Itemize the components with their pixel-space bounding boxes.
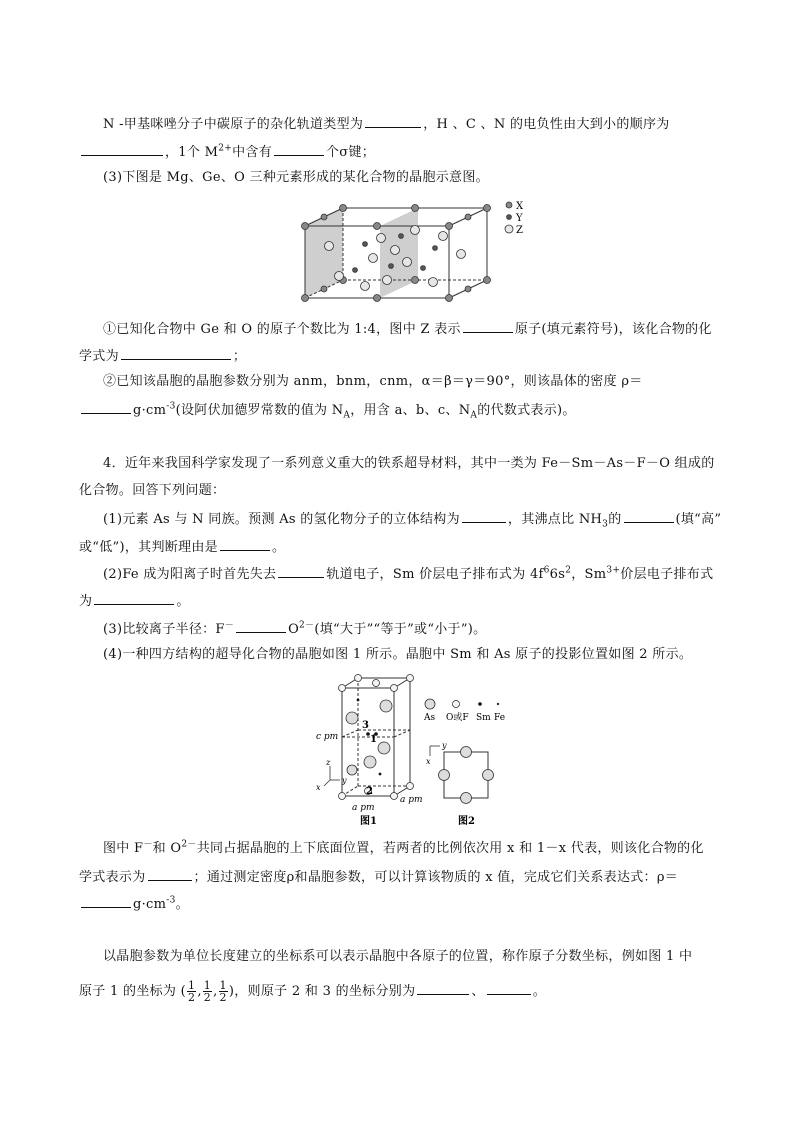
q4-p1-cont <box>79 537 285 557</box>
q4-p1-text-f: 。 <box>271 540 286 555</box>
q4-f2-text-a: 学式表示为 <box>79 870 146 885</box>
frac-den: 2 <box>188 991 196 1004</box>
answer-blank[interactable] <box>274 142 324 156</box>
fraction-half <box>203 980 212 1003</box>
figure1-label: 图1 <box>360 816 377 827</box>
fraction-half <box>219 980 228 1003</box>
legend-sm: Sm <box>476 713 491 723</box>
q3-sub2: ②已知该晶胞的晶胞参数分别为 anm，bnm，cnm，α＝β＝γ＝90°，则该晶体的密度 ρ＝ <box>103 374 643 389</box>
q4-p2-text-d: ，Sm <box>571 567 607 582</box>
q4-p2-text-c: 6s <box>549 567 566 582</box>
q4-f1-text-c: 共同占据晶胞的上下底面位置，若两者的比例依次用 x 和 1－x 代表，则该化合物的化 <box>196 841 704 856</box>
answer-blank[interactable] <box>462 509 506 523</box>
answer-blank[interactable] <box>220 537 270 551</box>
avogadro-sub: A <box>470 410 478 421</box>
shaded-plane-left <box>305 208 343 298</box>
q4-f2-text-b: ；通过测定密度ρ和晶胞参数，可以计算该物质的 x 值，完成它们关系表达式：ρ＝ <box>193 870 679 885</box>
frac-num: 1 <box>203 979 212 992</box>
answer-blank[interactable] <box>94 591 174 605</box>
q4-c2-sep: 、 <box>471 984 485 999</box>
q4-c2-end: 。 <box>532 984 547 999</box>
q4-p3-text-a: (3)比较离子半径：F <box>103 622 225 637</box>
figure2-label: 图2 <box>458 816 475 827</box>
q3-sub2-cont <box>79 400 576 420</box>
q3-sub1-text-b: 原子(填元素符号)，该化合物的化 <box>514 322 712 337</box>
axis-z: z <box>326 758 331 767</box>
answer-blank[interactable] <box>148 867 192 881</box>
q4-f1-text-b: 和 O <box>152 841 182 856</box>
q4-p1-text-b: ，其沸点比 NH <box>507 512 603 527</box>
q3-line2-text-c: 个σ键； <box>326 145 376 160</box>
answer-blank[interactable] <box>236 619 286 633</box>
q4-c1: 以晶胞参数为单位长度建立的坐标系可以表示晶胞中各原子的位置，称作原子分数坐标，例如图 1 中 <box>103 949 693 964</box>
sup-minus: － <box>224 620 235 631</box>
nh3-sub: 3 <box>602 519 609 530</box>
figure2-square <box>444 752 488 798</box>
answer-blank[interactable] <box>121 346 231 360</box>
q3-sub2-text-d: ，用含 a、b、c、N <box>350 403 471 418</box>
crystal-legend <box>505 201 524 236</box>
axis-y-fig1: y <box>342 776 347 785</box>
answer-blank[interactable] <box>624 509 674 523</box>
frac-num: 1 <box>188 979 196 992</box>
answer-blank[interactable] <box>81 142 163 156</box>
q3-line1-text-a: N -甲基咪唑分子中碳原子的杂化轨道类型为 <box>103 117 364 132</box>
q4-f3 <box>79 894 189 914</box>
q4-f1-text-a: 图中 F <box>103 841 144 856</box>
q4-p3-text-b: O <box>288 622 300 637</box>
q3-line1 <box>103 114 670 134</box>
q3-sub1-text-d: ； <box>232 349 247 364</box>
q3-line1-text-b: ，H 、C 、N 的电负性由大到小的顺序为 <box>423 117 670 132</box>
q4-p2 <box>103 564 713 584</box>
sup-2: 2 <box>565 565 572 576</box>
answer-blank[interactable] <box>81 894 131 908</box>
q3-sub1-text-c: 学式为 <box>79 349 119 364</box>
q4-p1-text-c: 的 <box>608 512 622 527</box>
exponent-sup: -3 <box>166 401 176 412</box>
frac-den: 2 <box>203 991 212 1004</box>
q4-p2-text-a: (2)Fe 成为阳离子时首先失去 <box>103 567 277 582</box>
q4-intro2: 化合物。回答下列问题： <box>79 483 226 498</box>
answer-blank[interactable] <box>365 114 421 128</box>
q3-line2 <box>79 142 375 162</box>
q4-f1 <box>103 840 704 858</box>
q4-intro1: 4．近年来我国科学家发现了一系列意义重大的铁系超导材料，其中一类为 Fe－Sm－As－F－O 组成的 <box>103 456 715 471</box>
q4-p2-text-g: 。 <box>176 594 190 609</box>
sup-6: 6 <box>543 565 550 576</box>
axis-y-fig2: y <box>442 741 447 750</box>
atom-label-3: 3 <box>362 720 369 731</box>
q4-p2-text-b: 轨道电子，Sm 价层电子排布式为 4f <box>326 567 544 582</box>
sup-2minus: 2－ <box>181 839 197 850</box>
q3-sub1-cont <box>79 346 246 366</box>
answer-blank[interactable] <box>463 319 513 333</box>
fraction-half <box>187 980 196 1003</box>
frac-den: 2 <box>219 991 227 1004</box>
q4-p1-text-e: 或“低”)，其判断理由是 <box>79 540 218 555</box>
q4-c2-text-a: 原子 1 的坐标为 ( <box>79 984 187 999</box>
q3-sub2-text-b: g·cm <box>133 403 167 418</box>
q4-f2 <box>79 867 678 887</box>
crystal-cell-figure <box>295 196 535 304</box>
q4-p4: (4)一种四方结构的超导化合物的晶胞如图 1 所示。晶胞中 Sm 和 As 原子的投影位置如图 2 所示。 <box>103 647 693 662</box>
charge-sup: 2+ <box>218 143 233 154</box>
q4-p1-text-a: (1)元素 As 与 N 同族。预测 As 的氢化物分子的立体结构为 <box>103 512 460 527</box>
q4-c2: 原子 1 的坐标为 ( $\frac{1}{2}$ , $\frac{1}{2}$ , $\frac{1}{2}$ )，则原子 2 和 3 的坐标分别为 、 。 <box>79 979 547 1004</box>
q3-sub2-text-e: 的代数式表示)。 <box>477 403 576 418</box>
legend-as: As <box>424 713 436 723</box>
answer-blank[interactable] <box>81 400 131 414</box>
q4-p3 <box>103 619 486 639</box>
legend-y: Y <box>516 213 523 224</box>
a-pm-label-front: a pm <box>352 803 375 813</box>
legend-z: Z <box>516 225 523 236</box>
q4-p3-text-c: (填“大于”“等于”或“小于”)。 <box>314 622 487 637</box>
q4-p1 <box>103 509 721 529</box>
q4-p2-cont <box>79 591 190 611</box>
a-pm-label-side: a pm <box>400 795 423 805</box>
c-pm-label: c pm <box>316 732 339 742</box>
q3-line2-text-b: 中含有 <box>232 145 272 160</box>
q4-p2-text-f: 为 <box>79 594 93 609</box>
sup-3plus: 3+ <box>606 565 621 576</box>
q4-f3-text-a: g·cm <box>133 897 167 912</box>
axis-x-fig1: x <box>316 783 321 792</box>
q3-sub2-text-c: (设阿伏加德罗常数的值为 N <box>175 403 344 418</box>
answer-blank[interactable] <box>487 981 531 995</box>
avogadro-sub: A <box>343 410 351 421</box>
frac-num: 1 <box>219 979 227 992</box>
atom-label-1: 1 <box>370 734 377 745</box>
q4-p1-text-d: (填“高” <box>675 512 722 527</box>
sup-2minus: 2－ <box>299 620 315 631</box>
atom-label-2: 2 <box>366 786 373 797</box>
sup-minus: － <box>143 839 153 850</box>
q4-f3-text-b: 。 <box>175 897 189 912</box>
q3-sub1-text-a: ①已知化合物中 Ge 和 O 的原子个数比为 1:4，图中 Z 表示 <box>103 322 461 337</box>
exponent-sup: -3 <box>166 895 176 906</box>
q3-line2-text-a: ，1个 M <box>165 145 219 160</box>
q3-part3: (3)下图是 Mg、Ge、O 三种元素形成的某化合物的晶胞示意图。 <box>103 170 489 185</box>
legend-x: X <box>516 201 524 212</box>
axis-x-fig2: x <box>426 757 431 766</box>
q3-sub1 <box>103 319 712 339</box>
answer-blank[interactable] <box>417 981 469 995</box>
legend-fe: Fe <box>494 713 506 723</box>
q4-c2-text-b: )，则原子 2 和 3 的坐标分别为 <box>228 984 416 999</box>
superconductor-legend <box>423 699 505 723</box>
superconductor-cell-figure <box>312 670 522 828</box>
answer-blank[interactable] <box>278 564 324 578</box>
legend-o-f: O或F <box>446 713 469 723</box>
q4-p2-text-e: 价层电子排布式 <box>620 567 714 582</box>
